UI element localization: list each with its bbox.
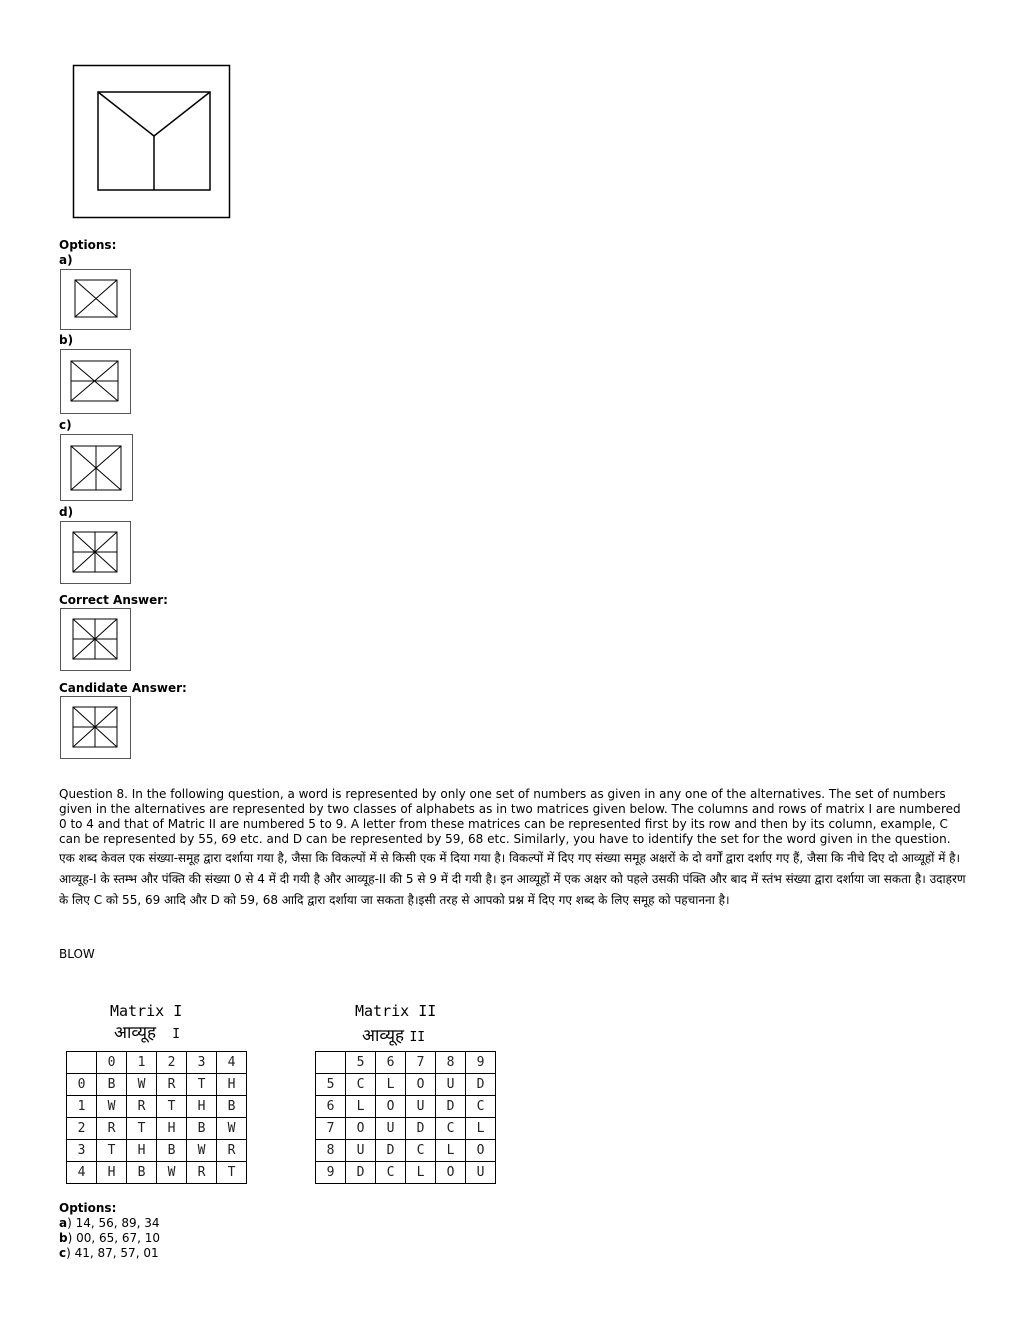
matrix-2-title: Matrix II <box>355 1002 437 1020</box>
matrix-2-col-header: 7 <box>406 1052 436 1074</box>
matrix-2-cell: D <box>436 1096 466 1118</box>
matrix-2-corner <box>316 1052 346 1074</box>
matrix-1-title: Matrix I <box>110 1002 183 1020</box>
matrix-2-cell: O <box>436 1162 466 1184</box>
option-a-figure[interactable] <box>60 269 132 331</box>
question-8-text-en: Question 8. In the following question, a word is represented by only one set of numbers as given in any one of the alternatives. The set of numbers given in the alternatives are represented by two classes of alphabets as in two matrices given below. The columns and rows of matrix I are numbered 0 to 4 and that of Matric II are numbered 5 to 9. A letter from these matrices can be represented first by its row and then by its column, example, C can be represented by 55, 69 etc. and D can be represented by 59, 68 etc. Similarly, you have to identify the set for the word given in the question. <box>59 787 961 846</box>
matrix-1-cell: B <box>127 1162 157 1184</box>
matrix-1-row <box>67 1140 247 1162</box>
matrix-1-cell: W <box>217 1118 247 1140</box>
matrix-1-cell: H <box>217 1074 247 1096</box>
matrix-2-row-header: 6 <box>316 1096 346 1118</box>
matrix-2-cell: L <box>406 1162 436 1184</box>
matrix-2-cell: C <box>406 1140 436 1162</box>
matrix-2-cell: U <box>376 1118 406 1140</box>
matrix-1-subtitle: आव्यूह I <box>114 1023 181 1043</box>
matrix-2-row-header: 7 <box>316 1118 346 1140</box>
matrix-2-row <box>316 1162 496 1184</box>
matrix-1-cell: T <box>187 1074 217 1096</box>
matrix-2-cell: C <box>346 1074 376 1096</box>
matrix-1-row <box>67 1118 247 1140</box>
matrix-2-row <box>316 1074 496 1096</box>
matrix-2-cell: L <box>436 1140 466 1162</box>
matrix-1-col-header: 0 <box>97 1052 127 1074</box>
matrix-1-cell: B <box>97 1074 127 1096</box>
candidate-answer-figure <box>60 696 132 760</box>
question-word: BLOW <box>59 947 95 961</box>
matrix-1-header-row <box>67 1052 247 1074</box>
matrix-2-cell: D <box>406 1118 436 1140</box>
matrix-2-row <box>316 1140 496 1162</box>
options-label: Options: <box>59 238 117 252</box>
matrix-2-cell: C <box>466 1096 496 1118</box>
correct-answer-figure <box>60 608 132 672</box>
correct-answer-label: Correct Answer: <box>59 593 168 607</box>
matrix-2-cell: D <box>346 1162 376 1184</box>
matrix-2-col-header: 6 <box>376 1052 406 1074</box>
option-a-letter: a) <box>59 253 73 267</box>
matrix-2-cell: U <box>406 1096 436 1118</box>
matrix-1-cell: W <box>127 1074 157 1096</box>
matrix-1-row-header: 4 <box>67 1162 97 1184</box>
matrix-1-col-header: 1 <box>127 1052 157 1074</box>
matrix-2-cell: U <box>466 1162 496 1184</box>
matrix-2-cell: O <box>376 1096 406 1118</box>
matrix-1-table <box>66 1051 247 1184</box>
matrix-1-cell: T <box>127 1118 157 1140</box>
matrix-1-row-header: 2 <box>67 1118 97 1140</box>
matrix-2-cell: L <box>466 1118 496 1140</box>
matrix-2-cell: D <box>466 1074 496 1096</box>
matrix-2-cell: L <box>376 1074 406 1096</box>
option-b-letter: b) <box>59 333 74 347</box>
matrix-1-cell: R <box>187 1162 217 1184</box>
matrix-1-cell: W <box>157 1162 187 1184</box>
matrix-1-cell: B <box>217 1096 247 1118</box>
matrix-1-cell: T <box>157 1096 187 1118</box>
matrix-1-row-header: 3 <box>67 1140 97 1162</box>
matrix-2-cell: D <box>376 1140 406 1162</box>
question-8-option-c[interactable]: c) 41, 87, 57, 01 <box>59 1246 159 1260</box>
matrix-1-cell: H <box>97 1162 127 1184</box>
matrix-1-cell: R <box>127 1096 157 1118</box>
matrix-2-row <box>316 1118 496 1140</box>
matrix-2-cell: L <box>346 1096 376 1118</box>
matrix-2-cell: O <box>466 1140 496 1162</box>
matrix-2-cell: O <box>346 1118 376 1140</box>
question-8-option-b[interactable]: b) 00, 65, 67, 10 <box>59 1231 161 1245</box>
candidate-answer-label: Candidate Answer: <box>59 681 187 695</box>
matrix-1-col-header: 3 <box>187 1052 217 1074</box>
matrix-1-col-header: 4 <box>217 1052 247 1074</box>
option-b-figure[interactable] <box>60 349 132 415</box>
matrix-1-row <box>67 1162 247 1184</box>
matrix-1-cell: W <box>187 1140 217 1162</box>
matrix-1-cell: R <box>217 1140 247 1162</box>
option-c-figure[interactable] <box>60 434 134 502</box>
matrix-2-cell: U <box>346 1140 376 1162</box>
matrix-1-cell: B <box>187 1118 217 1140</box>
matrix-2-col-header: 8 <box>436 1052 466 1074</box>
matrix-1-cell: W <box>97 1096 127 1118</box>
matrix-1-row <box>67 1096 247 1118</box>
matrix-2-cell: O <box>406 1074 436 1096</box>
matrix-2-table <box>315 1051 496 1184</box>
matrix-1-cell: B <box>157 1140 187 1162</box>
question-8-text-hi: एक शब्द केवल एक संख्या-समूह द्वारा दर्शाया गया है, जैसा कि विकल्पों में से किसी एक में दिया गया है। विकल्पों में दिए गए संख्या समूह अक्षरों के दो वर्गों द्वारा दर्शाए गए हैं, जैसा कि नीचे दिए दो आव्यूहों में है। आव्यूह-I के स्तम्भ और पंक्ति की संख्या 0 से 4 में दी गयी है और आव्यूह-II की 5 से 9 में दी गयी है। इन आव्यूहों में एक अक्षर को पहले उसकी पंक्ति और बाद में स्तंभ संख्या द्वारा दर्शाया जा सकता है। उदाहरण के लिए C को 55, 69 आदि और D को 59, 68 आदि द्वारा दर्शाया जा सकता है।इसी तरह से आपको प्रश्न में दिए गए शब्द के लिए समूह को पहचानना है। <box>59 851 966 907</box>
matrix-1-row-header: 0 <box>67 1074 97 1096</box>
question-figure <box>72 64 232 220</box>
matrix-2-row-header: 8 <box>316 1140 346 1162</box>
question-8-option-a[interactable]: a) 14, 56, 89, 34 <box>59 1216 160 1230</box>
matrix-1-cell: H <box>127 1140 157 1162</box>
matrix-2-row-header: 5 <box>316 1074 346 1096</box>
question-8-options-label: Options: <box>59 1201 117 1215</box>
matrix-2-row <box>316 1096 496 1118</box>
option-c-letter: c) <box>59 418 72 432</box>
matrix-1-cell: T <box>97 1140 127 1162</box>
matrix-2-col-header: 5 <box>346 1052 376 1074</box>
matrix-1-col-header: 2 <box>157 1052 187 1074</box>
matrix-1-corner <box>67 1052 97 1074</box>
option-d-letter: d) <box>59 505 74 519</box>
matrix-2-cell: C <box>436 1118 466 1140</box>
matrix-1-cell: R <box>97 1118 127 1140</box>
matrix-2-cell: C <box>376 1162 406 1184</box>
matrix-2-subtitle: आव्यूह II <box>362 1026 426 1046</box>
matrix-2-header-row <box>316 1052 496 1074</box>
matrix-2-row-header: 9 <box>316 1162 346 1184</box>
matrix-1-cell: T <box>217 1162 247 1184</box>
matrix-1-cell: H <box>157 1118 187 1140</box>
matrix-1-cell: H <box>187 1096 217 1118</box>
matrix-1-row-header: 1 <box>67 1096 97 1118</box>
matrix-2-col-header: 9 <box>466 1052 496 1074</box>
matrix-1-cell: R <box>157 1074 187 1096</box>
option-d-figure[interactable] <box>60 521 132 585</box>
matrix-2-cell: U <box>436 1074 466 1096</box>
matrix-1-row <box>67 1074 247 1096</box>
